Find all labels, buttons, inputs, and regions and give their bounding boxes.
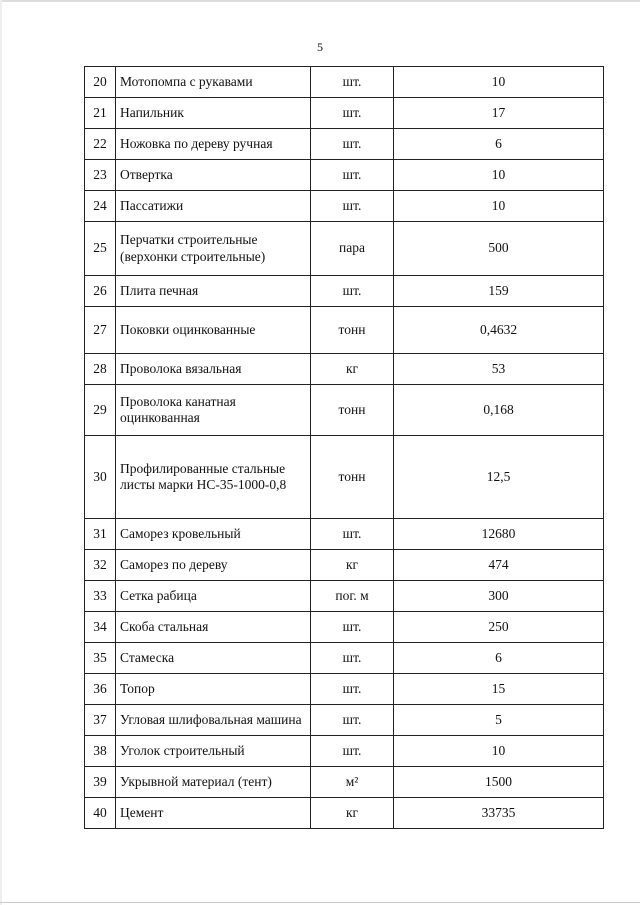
item-quantity: 15 [394,674,604,705]
item-quantity: 474 [394,550,604,581]
row-number: 20 [85,67,116,98]
item-unit: кг [311,354,394,385]
scan-top-edge [0,0,640,2]
item-unit: шт. [311,674,394,705]
item-unit: тонн [311,385,394,436]
item-name: Отвертка [116,160,311,191]
row-number: 31 [85,519,116,550]
table-row [85,98,604,129]
row-number: 35 [85,643,116,674]
row-number: 32 [85,550,116,581]
row-number: 22 [85,129,116,160]
row-number: 25 [85,222,116,276]
item-name: Скоба стальная [116,612,311,643]
row-number: 39 [85,767,116,798]
item-quantity: 250 [394,612,604,643]
table-row [85,160,604,191]
item-quantity: 10 [394,191,604,222]
item-quantity: 12,5 [394,436,604,519]
item-quantity: 6 [394,129,604,160]
item-name: Цемент [116,798,311,829]
item-quantity: 300 [394,581,604,612]
item-name: Проволока вязальная [116,354,311,385]
item-name: Поковки оцинкованные [116,307,311,354]
row-number: 28 [85,354,116,385]
item-name: Плита печная [116,276,311,307]
item-name: Сетка рабица [116,581,311,612]
table-row [85,643,604,674]
row-number: 30 [85,436,116,519]
item-unit: шт. [311,643,394,674]
item-unit: шт. [311,129,394,160]
item-quantity: 10 [394,67,604,98]
item-quantity: 159 [394,276,604,307]
item-name: Саморез кровельный [116,519,311,550]
materials-table [84,66,604,829]
item-name: Проволока канатная оцинкованная [116,385,311,436]
item-unit: шт. [311,67,394,98]
table-row [85,581,604,612]
item-name: Ножовка по дереву ручная [116,129,311,160]
table-row [85,222,604,276]
table-row [85,191,604,222]
item-unit: кг [311,550,394,581]
table-row [85,767,604,798]
item-unit: м² [311,767,394,798]
item-quantity: 53 [394,354,604,385]
row-number: 38 [85,736,116,767]
row-number: 26 [85,276,116,307]
row-number: 36 [85,674,116,705]
item-quantity: 10 [394,160,604,191]
table-row [85,736,604,767]
item-unit: пара [311,222,394,276]
item-unit: шт. [311,705,394,736]
item-unit: шт. [311,160,394,191]
table-row [85,519,604,550]
row-number: 21 [85,98,116,129]
item-name: Перчатки строительные (верхонки строительные) [116,222,311,276]
item-quantity: 6 [394,643,604,674]
item-unit: тонн [311,307,394,354]
table-row [85,385,604,436]
table-row [85,436,604,519]
item-unit: тонн [311,436,394,519]
item-unit: шт. [311,519,394,550]
item-quantity: 500 [394,222,604,276]
item-quantity: 5 [394,705,604,736]
table-row [85,67,604,98]
item-unit: шт. [311,612,394,643]
item-unit: шт. [311,98,394,129]
item-quantity: 12680 [394,519,604,550]
item-name: Пассатижи [116,191,311,222]
table-row [85,354,604,385]
item-quantity: 10 [394,736,604,767]
table-row [85,276,604,307]
item-quantity: 0,4632 [394,307,604,354]
table-row [85,798,604,829]
item-unit: кг [311,798,394,829]
item-unit: шт. [311,736,394,767]
table-row [85,307,604,354]
item-quantity: 0,168 [394,385,604,436]
row-number: 24 [85,191,116,222]
item-quantity: 17 [394,98,604,129]
item-unit: пог. м [311,581,394,612]
item-name: Топор [116,674,311,705]
row-number: 23 [85,160,116,191]
item-quantity: 1500 [394,767,604,798]
item-quantity: 33735 [394,798,604,829]
item-name: Напильник [116,98,311,129]
row-number: 34 [85,612,116,643]
row-number: 40 [85,798,116,829]
item-name: Саморез по дереву [116,550,311,581]
item-name: Укрывной материал (тент) [116,767,311,798]
materials-table-body [85,67,604,829]
item-unit: шт. [311,276,394,307]
item-name: Угловая шлифовальная машина [116,705,311,736]
table-row [85,129,604,160]
item-name: Уголок строительный [116,736,311,767]
row-number: 33 [85,581,116,612]
row-number: 37 [85,705,116,736]
table-row [85,550,604,581]
row-number: 27 [85,307,116,354]
item-name: Мотопомпа с рукавами [116,67,311,98]
row-number: 29 [85,385,116,436]
scan-left-edge [0,0,2,905]
item-unit: шт. [311,191,394,222]
item-name: Профилированные стальные листы марки НС-35-1000-0,8 [116,436,311,519]
page-number: 5 [317,40,323,54]
item-name: Стамеска [116,643,311,674]
table-row [85,674,604,705]
table-row [85,612,604,643]
scan-bottom-edge [0,902,640,903]
table-row [85,705,604,736]
